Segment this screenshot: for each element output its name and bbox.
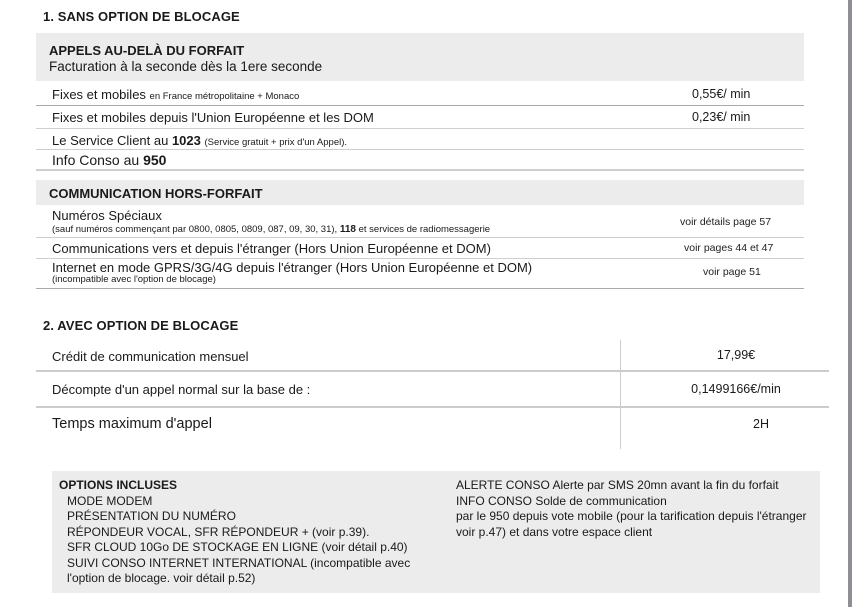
row-note: (incompatible avec l'option de blocage) — [52, 274, 216, 285]
row-label: Décompte d'un appel normal sur la base de : — [52, 382, 311, 397]
page-reference: voir détails page 57 — [680, 216, 772, 228]
tariff-row — [36, 150, 804, 171]
option-item: SFR CLOUD 10Go DE STOCKAGE EN LIGNE (voir détail p.40) — [67, 540, 408, 554]
blocage-row — [36, 372, 829, 408]
page-reference: voir page 51 — [703, 266, 761, 278]
row-value: 0,23€/ min — [692, 110, 751, 124]
blocage-row — [36, 340, 829, 372]
appels-title: APPELS AU-DELÀ DU FORFAIT — [49, 43, 245, 58]
tariff-row — [36, 129, 804, 150]
row-value: 17,99€ — [716, 348, 756, 362]
row-value: 0,55€/ min — [692, 87, 751, 101]
section-2-title: 2. AVEC OPTION DE BLOCAGE — [43, 318, 239, 333]
section-1-title: 1. SANS OPTION DE BLOCAGE — [43, 9, 240, 24]
tariff-row — [36, 259, 804, 289]
row-value: 0,1499166€/min — [691, 382, 781, 396]
row-label: Crédit de communication mensuel — [52, 349, 249, 364]
row-label: Internet en mode GPRS/3G/4G depuis l'étranger (Hors Union Européenne et DOM) — [52, 260, 533, 275]
row-label: Communications vers et depuis l'étranger (Hors Union Européenne et DOM) — [52, 241, 491, 256]
option-item: PRÉSENTATION DU NUMÉRO — [67, 509, 236, 523]
option-item: ALERTE CONSO Alerte par SMS 20mn avant la fin du forfait — [456, 478, 779, 492]
appels-header-band — [36, 33, 804, 81]
row-note: (Service gratuit + prix d'un Appel). — [204, 137, 348, 148]
options-right-column — [456, 478, 807, 540]
option-item: RÉPONDEUR VOCAL, SFR RÉPONDEUR + (voir p.39). — [67, 524, 370, 539]
appels-subtitle: Facturation à la seconde dès la 1ere seconde — [49, 59, 323, 74]
blocage-row — [36, 408, 829, 446]
service-client-number: 1023 — [171, 133, 201, 148]
row-note: en France métropolitaine + Monaco — [149, 91, 300, 102]
page-reference: voir pages 44 et 47 — [684, 242, 774, 254]
row-value: 2H — [753, 417, 769, 431]
option-item: par le 950 depuis vote mobile (pour la tarification depuis l'étranger — [456, 509, 807, 523]
options-title: OPTIONS INCLUSES — [59, 478, 178, 492]
options-incluses-box — [52, 471, 820, 593]
row-note: (sauf numéros commençant par 0800, 0805, 0809, 087, 09, 30, 31), — [52, 224, 340, 235]
option-item: voir p.47) et dans votre espace client — [456, 524, 653, 539]
option-item: INFO CONSO Solde de communication — [456, 493, 667, 508]
tariff-row — [36, 106, 804, 129]
hors-forfait-header-band — [36, 180, 804, 205]
scrollbar[interactable] — [848, 0, 852, 607]
tariff-row — [36, 82, 804, 106]
row-label: Temps maximum d'appel — [52, 416, 212, 432]
option-item: MODE MODEM — [67, 493, 153, 508]
info-conso-number: 950 — [143, 152, 167, 168]
row-label: Info Conso au — [52, 152, 144, 168]
row-label: Fixes et mobiles depuis l'Union Européenne et les DOM — [52, 110, 374, 125]
row-label: Numéros Spéciaux — [52, 208, 162, 223]
row-label: Le Service Client au — [52, 133, 172, 148]
tariff-row: Numéros Spéciaux (sauf numéros commençant par 0800, 0805, 0809, 087, 09, 30, 31), 118 et services de radiomessagerie voir détails page 57 — [36, 206, 804, 238]
hors-forfait-title: COMMUNICATION HORS-FORFAIT — [49, 186, 263, 201]
row-label: Fixes et mobiles — [52, 87, 146, 102]
option-item: l'option de blocage. voir détail p.52) — [67, 571, 256, 585]
option-item: SUIVI CONSO INTERNET INTERNATIONAL (incompatible avec — [67, 555, 411, 570]
options-left-column — [59, 478, 410, 587]
tariff-row — [36, 238, 804, 259]
